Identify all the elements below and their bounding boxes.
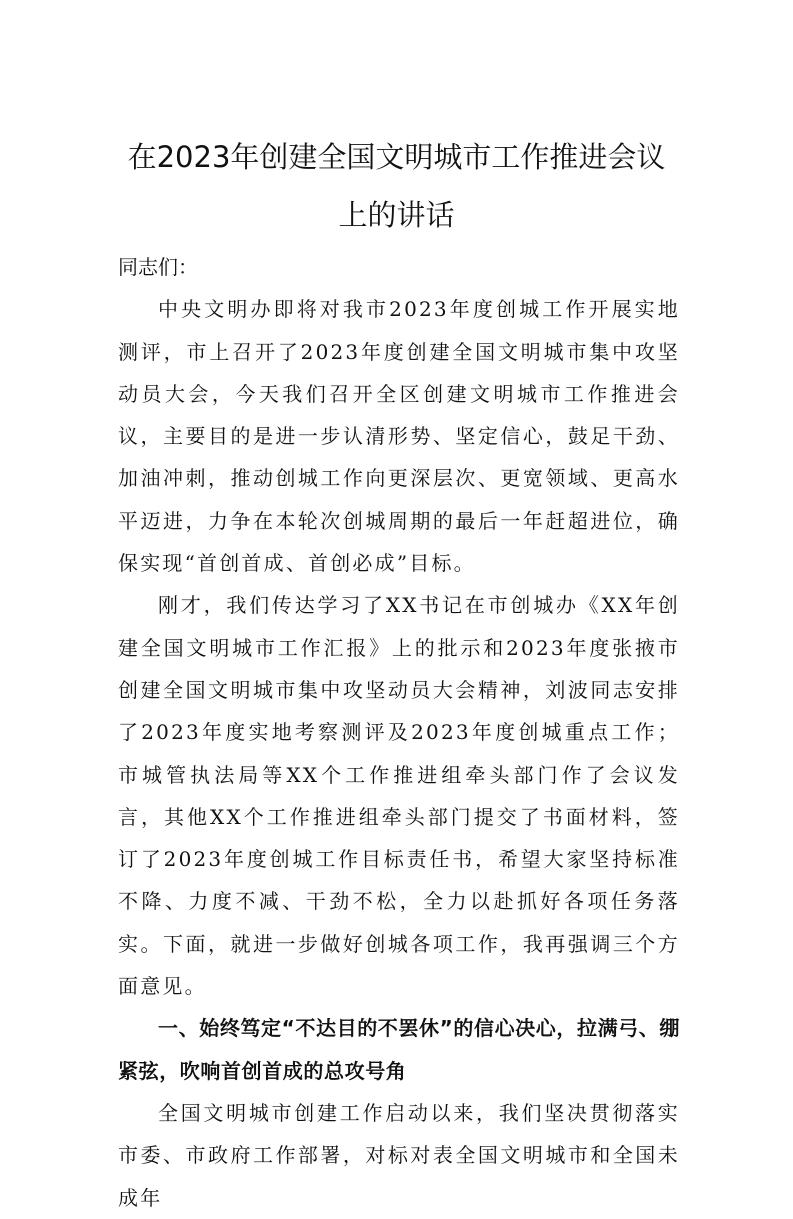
paragraph-3: 全国文明城市创建工作启动以来，我们坚决贯彻落实市委、市政府工作部署，对标对表全国文明城市和全国未成年: [118, 1100, 680, 1210]
paragraph-1: 中央文明办即将对我市2023年度创城工作开展实地测评，市上召开了2023年度创建全国文明城市集中攻坚动员大会，今天我们召开全区创建文明城市工作推进会议，主要目的是进一步认清形势、坚定信心，鼓足干劲、加油冲刺，推动创城工作向更深层次、更宽领域、更高水平迈进，力争在本轮次创城周期的最后一年赶超进位，确保实现“首创首成、首创必成”目标。: [118, 297, 680, 576]
document-body: [118, 246, 680, 1219]
salutation: 同志们：: [118, 255, 198, 279]
section-heading-1: 一、始终笃定“不达目的不罢休”的信心决心，拉满弓、绷紧弦，吹响首创首成的总攻号角: [118, 1016, 680, 1083]
paragraph-2: 刚才，我们传达学习了XX书记在市创城办《XX年创建全国文明城市工作汇报》上的批示和2023年度张掖市创建全国文明城市集中攻坚动员大会精神，刘波同志安排了2023年度实地考察测评及2023年度创城重点工作；市城管执法局等XX个工作推进组牵头部门作了会议发言，其他XX个工作推进组牵头部门提交了书面材料，签订了2023年度创城工作目标责任书，希望大家坚持标准不降、力度不减、干劲不松，全力以赴抓好各项任务落实。下面，就进一步做好创城各项工作，我再强调三个方面意见。: [118, 593, 680, 999]
title-line-1: 在2023年创建全国文明城市工作推进会议: [127, 140, 666, 174]
title-line-2: 上的讲话: [338, 198, 455, 232]
document-title: [100, 128, 693, 244]
